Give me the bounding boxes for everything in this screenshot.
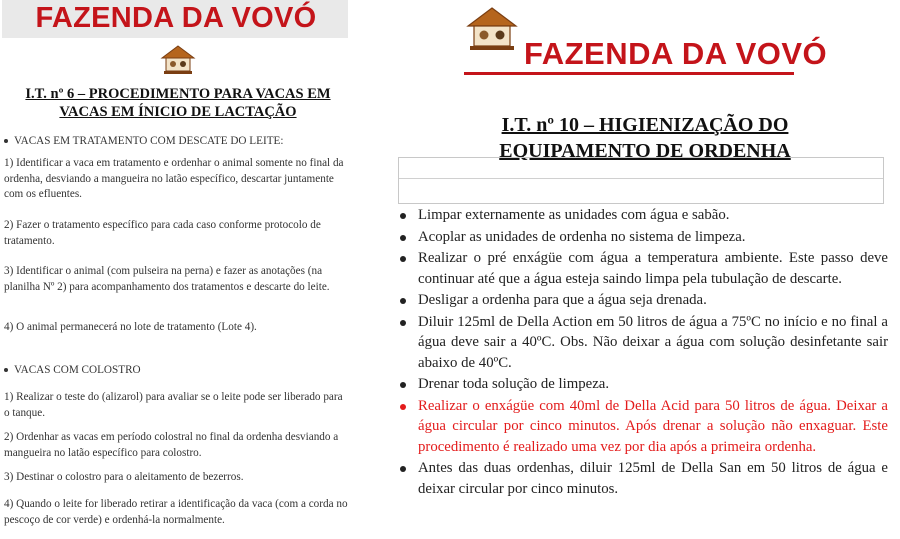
list-item: 2) Ordenhar as vacas em período colostral no final da ordenha desviando a mangueira no latão específico para colostro. [4, 431, 339, 459]
list-item: Realizar o pré enxágüe com água a temperatura ambiente. Este passo deve continuar até que a água esteja saindo limpa pela tubulação de descarte. [396, 248, 888, 289]
bullet-icon [400, 298, 406, 304]
farm-logo-icon [160, 44, 196, 76]
list-item: Diluir 125ml de Della Action em 50 litros de água a 75ºC no início e no final a água deve sair a 40ºC. Obs. Não deixar a água com solução desinfetante sair abaixo de 40ºC. [396, 312, 888, 374]
list-item: Desligar a ordenha para que a água seja drenada. [396, 290, 888, 311]
divider [399, 178, 883, 179]
instruction-list [396, 205, 888, 500]
instruction-heading: I.T. nº 6 – PROCEDIMENTO PARA VACAS EM VACAS EM ÍNICIO DE LACTAÇÃO [25, 86, 331, 120]
empty-table-box [398, 157, 884, 204]
section-header: VACAS EM TRATAMENTO COM DESCATE DO LEITE: [4, 135, 283, 147]
bullet-icon [400, 320, 406, 326]
bullet-icon [4, 368, 8, 372]
list-item: 1) Realizar o teste do (alizarol) para avaliar se o leite pode ser liberado para o tanque. [4, 391, 343, 419]
instruction-heading: I.T. nº 10 – HIGIENIZAÇÃO DO EQUIPAMENTO DE ORDENHA [499, 114, 791, 162]
bullet-icon [400, 404, 406, 410]
list-item: 4) Quando o leite for liberado retirar a identificação da vaca (com a corda no pescoço de cor verde) e ordenhá-la normalmente. [4, 498, 348, 526]
brand-title: FAZENDA DA VOVÓ [35, 2, 317, 34]
bullet-icon [400, 235, 406, 241]
list-item: 3) Identificar o animal (com pulseira na perna) e fazer as anotações (na planilha Nº 2) para acompanhamento dos tratamentos e descarte do leite. [4, 265, 330, 293]
left-document [0, 0, 352, 539]
bullet-icon [400, 213, 406, 219]
bullet-icon [4, 139, 8, 143]
section-header: VACAS COM COLOSTRO [4, 364, 141, 376]
farm-logo-icon [466, 6, 518, 54]
list-item: Acoplar as unidades de ordenha no sistema de limpeza. [396, 227, 888, 248]
right-document [388, 0, 900, 539]
list-item: 1) Identificar a vaca em tratamento e ordenhar o animal somente no final da ordenha, desviando a mangueira no latão específico, descartar juntamente com os efluentes. [4, 157, 344, 200]
list-item: Limpar externamente as unidades com água e sabão. [396, 205, 888, 226]
highlighted-list-item: Realizar o enxágüe com 40ml de Della Acid para 50 litros de água. Deixar a água circular por cinco minutos. Após drenar a solução não enxaguar. Este procedimento é realizado uma vez por dia após a primeira ordenha. [396, 396, 888, 458]
title-divider [464, 72, 794, 75]
bullet-icon [400, 466, 406, 472]
list-item: 3) Destinar o colostro para o aleitamento de bezerros. [4, 471, 244, 483]
list-item: Drenar toda solução de limpeza. [396, 374, 888, 395]
list-item: Antes das duas ordenhas, diluir 125ml de Della San em 50 litros de água e deixar circular por cinco minutos. [396, 458, 888, 499]
bullet-icon [400, 382, 406, 388]
list-item: 4) O animal permanecerá no lote de tratamento (Lote 4). [4, 321, 257, 333]
bullet-icon [400, 256, 406, 262]
list-item: 2) Fazer o tratamento específico para cada caso conforme protocolo de tratamento. [4, 219, 321, 247]
brand-title: FAZENDA DA VOVÓ [524, 36, 828, 71]
